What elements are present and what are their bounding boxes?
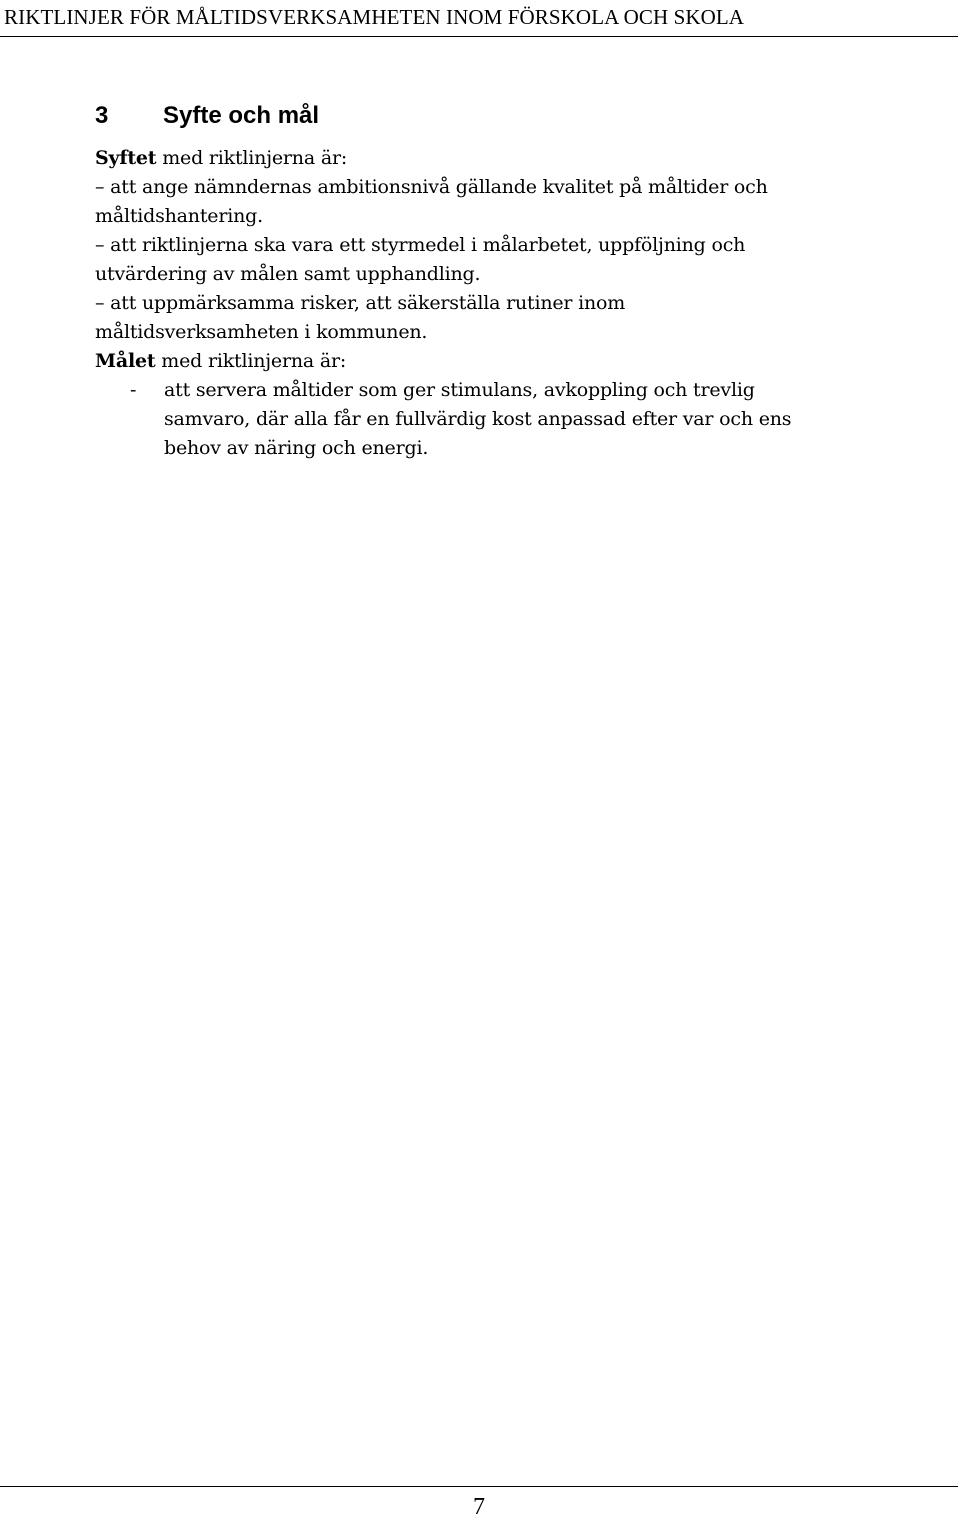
purpose-item-1-line-1: – att ange nämndernas ambitionsnivå gällande kvalitet på måltider och — [95, 176, 768, 198]
goal-bullet-line-1: att servera måltider som ger stimulans, avkoppling och trevlig — [164, 379, 755, 401]
purpose-lead-rest: med riktlinjerna är: — [156, 147, 348, 169]
purpose-lead-bold: Syftet — [95, 147, 157, 169]
goal-bullet-line-2: samvaro, där alla får en fullvärdig kost anpassad efter var och ens — [164, 408, 792, 430]
purpose-item-2-line-2: utvärdering av målen samt upphandling. — [95, 263, 481, 285]
goal-lead-bold: Målet — [95, 350, 156, 372]
goal-bullet-marker: - — [130, 379, 137, 401]
purpose-item-3-line-1: – att uppmärksamma risker, att säkerställa rutiner inom — [95, 292, 626, 314]
goal-bullet-line-3: behov av näring och energi. — [164, 437, 429, 459]
section-number: 3 — [95, 102, 109, 129]
purpose-block — [95, 144, 915, 376]
purpose-item-3-line-2: måltidsverksamheten i kommunen. — [95, 321, 428, 343]
goal-lead-rest: med riktlinjerna är: — [155, 350, 347, 372]
section-heading — [95, 100, 915, 132]
goal-lead — [95, 347, 915, 376]
section-title: Syfte och mål — [163, 102, 320, 129]
purpose-lead — [95, 144, 915, 173]
page-number: 7 — [473, 1494, 485, 1520]
goal-bullet — [95, 376, 915, 463]
purpose-item-2-line-1: – att riktlinjerna ska vara ett styrmedel i målarbetet, uppföljning och — [95, 234, 746, 256]
purpose-item-1-line-2: måltidshantering. — [95, 205, 263, 227]
running-header-title: RIKTLINJER FÖR MÅLTIDSVERKSAMHETEN INOM FÖRSKOLA OCH SKOLA — [4, 5, 745, 29]
page-content — [95, 100, 915, 463]
page-footer — [0, 1486, 958, 1521]
running-header — [0, 4, 958, 37]
